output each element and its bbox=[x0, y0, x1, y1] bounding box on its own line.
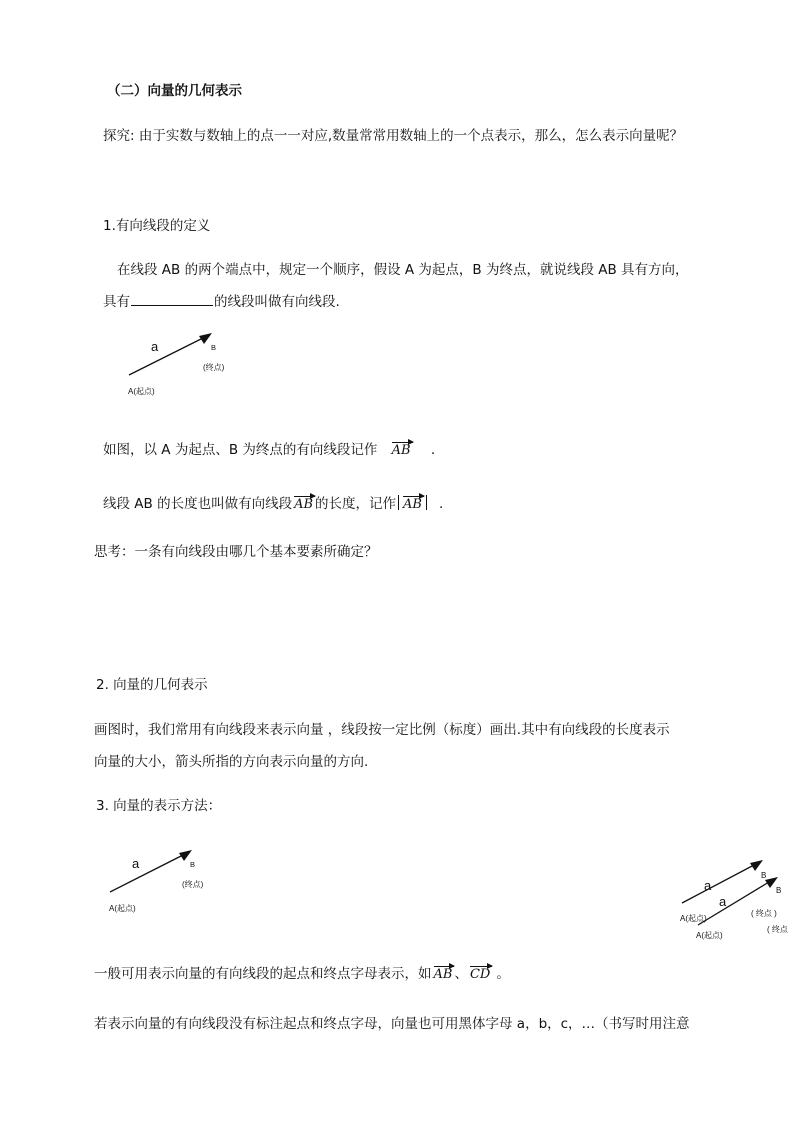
label-a-3a: a bbox=[704, 878, 712, 893]
vector-cd-example: CD bbox=[469, 967, 491, 982]
label-a-2: a bbox=[132, 856, 140, 871]
think-question: 思考：一条有向线段由哪几个基本要素所确定？ bbox=[94, 544, 378, 560]
notation-text: 如图，以 A 为起点、B 为终点的有向线段记作 bbox=[103, 442, 378, 458]
label-startpoint: A(起点) bbox=[128, 387, 155, 396]
notation-example-line bbox=[94, 962, 510, 982]
label-b-3a: B bbox=[761, 871, 767, 880]
length-period: . bbox=[439, 496, 444, 512]
geometric-paragraph-line-1: 画图时，我们常用有向线段来表示向量 ，线段按一定比例（标度）画出.其中有向线段的长度表示 bbox=[94, 722, 670, 738]
vector-ab: AB bbox=[391, 443, 411, 458]
definition-suffix: 的线段叫做有向线段. bbox=[214, 294, 340, 310]
definition-line-1: 在线段 AB 的两个端点中，规定一个顺序，假设 A 为起点，B 为终点，就说线段 AB 具有方向， bbox=[117, 262, 689, 278]
label-startpoint-3a: A(起点) bbox=[680, 914, 707, 923]
vector-ab-3: AB bbox=[403, 497, 422, 512]
label-endpoint-3a: ( 终点 ) bbox=[751, 909, 777, 918]
notation-period: . bbox=[430, 442, 436, 458]
label-endpoint-3b: ( 终点 bbox=[767, 925, 788, 934]
length-mid-text: 的长度，记作 bbox=[315, 496, 397, 512]
definition-prefix: 具有 bbox=[103, 294, 130, 310]
bold-letter-paragraph: 若表示向量的有向线段没有标注起点和终点字母，向量也可用黑体字母 a，b，c，…（书写时用注意 bbox=[94, 1016, 690, 1032]
notation-example-end: 。 bbox=[496, 966, 510, 982]
heading-geometric-representation: 2. 向量的几何表示 bbox=[96, 677, 208, 693]
arrowhead-3a bbox=[750, 860, 763, 871]
heading-directed-segment: 1.有向线段的定义 bbox=[103, 218, 211, 234]
length-text: 线段 AB 的长度也叫做有向线段 bbox=[103, 496, 293, 512]
label-endpoint: (终点) bbox=[203, 363, 225, 372]
vector-ab-example: AB bbox=[433, 967, 453, 982]
section-title: （二）向量的几何表示 bbox=[107, 83, 242, 99]
explore-paragraph: 探究: 由于实数与数轴上的点一一对应,数量常常用数轴上的一个点表示，那么，怎么表示向量呢？ bbox=[103, 128, 684, 144]
label-a: a bbox=[151, 339, 159, 354]
heading-notation-methods: 3. 向量的表示方法： bbox=[96, 798, 222, 814]
separator: 、 bbox=[454, 966, 468, 982]
label-a-3b: a bbox=[719, 894, 727, 909]
label-b-3b: B bbox=[776, 886, 782, 895]
label-b-2: B bbox=[190, 860, 196, 869]
geometric-paragraph-line-2: 向量的大小，箭头所指的方向表示向量的方向. bbox=[94, 754, 369, 770]
label-startpoint-2: A(起点) bbox=[109, 904, 136, 913]
label-endpoint-2: (终点) bbox=[182, 880, 204, 889]
vector-ab-2: AB bbox=[294, 497, 314, 512]
notation-example-text: 一般可用表示向量的有向线段的起点和终点字母表示，如 bbox=[94, 966, 432, 982]
label-startpoint-3b: A(起点) bbox=[696, 931, 723, 940]
label-b: B bbox=[211, 343, 217, 352]
